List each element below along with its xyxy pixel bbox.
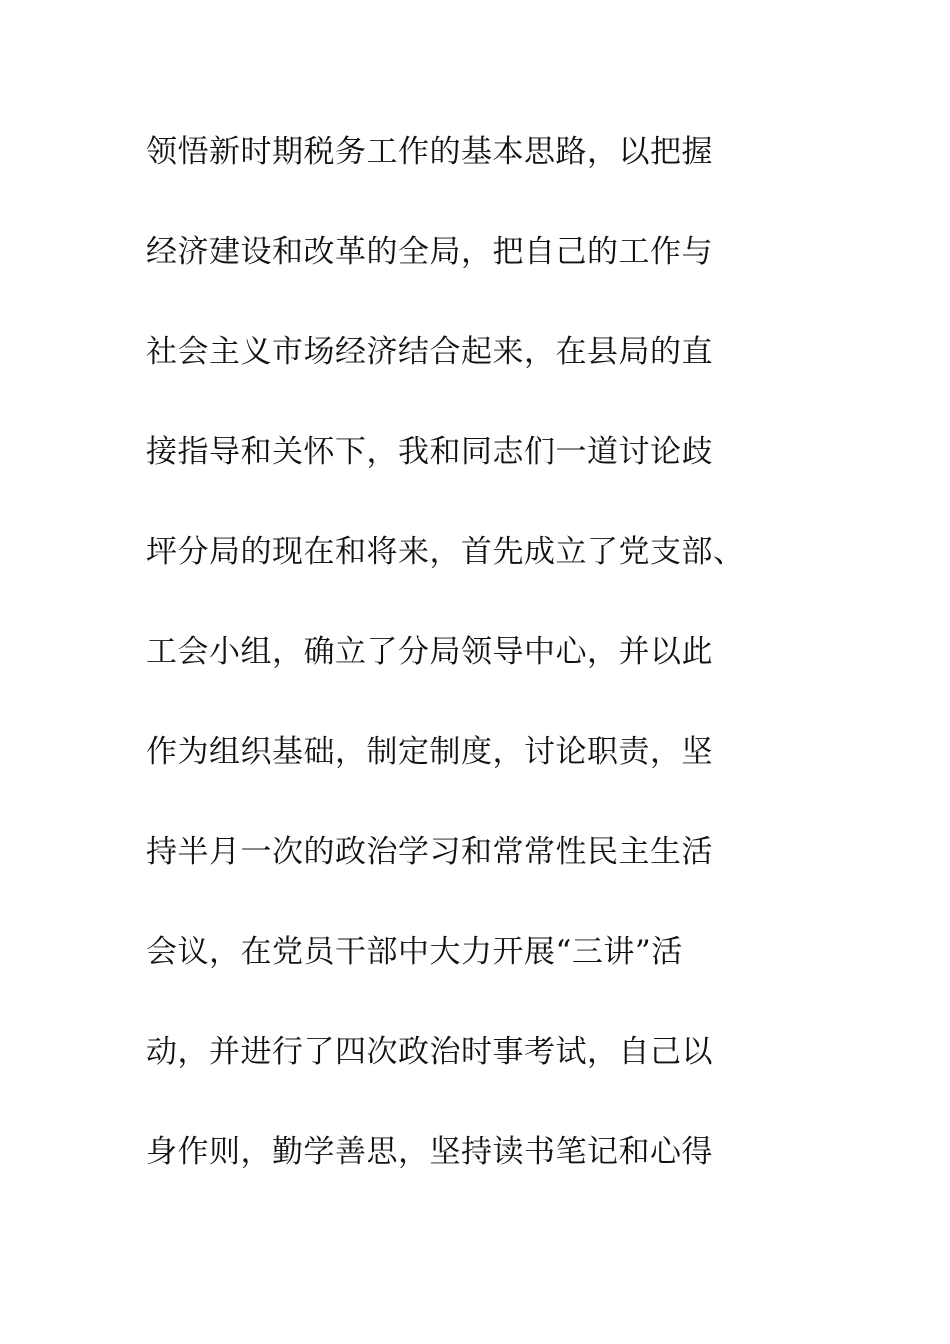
text-line: 领悟新时期税务工作的基本思路，以把握 (146, 134, 713, 170)
text-line: 经济建设和改革的全局，把自己的工作与 (146, 234, 713, 270)
body-text (146, 126, 806, 1226)
text-line: 接指导和关怀下，我和同志们一道讨论歧 (146, 434, 713, 470)
text-line: 动，并进行了四次政治时事考试，自己以 (146, 1034, 713, 1070)
text-line: 身作则，勤学善思，坚持读书笔记和心得 (146, 1134, 713, 1170)
text-line: 作为组织基础，制定制度，讨论职责，坚 (146, 734, 713, 770)
text-line: 会议，在党员干部中大力开展“三讲”活 (146, 934, 683, 970)
text-line: 持半月一次的政治学习和常常性民主生活 (146, 834, 713, 870)
text-line: 工会小组，确立了分局领导中心，并以此 (146, 634, 713, 670)
text-line: 坪分局的现在和将来，首先成立了党支部、 (146, 534, 745, 570)
text-line: 社会主义市场经济结合起来，在县局的直 (146, 334, 713, 370)
